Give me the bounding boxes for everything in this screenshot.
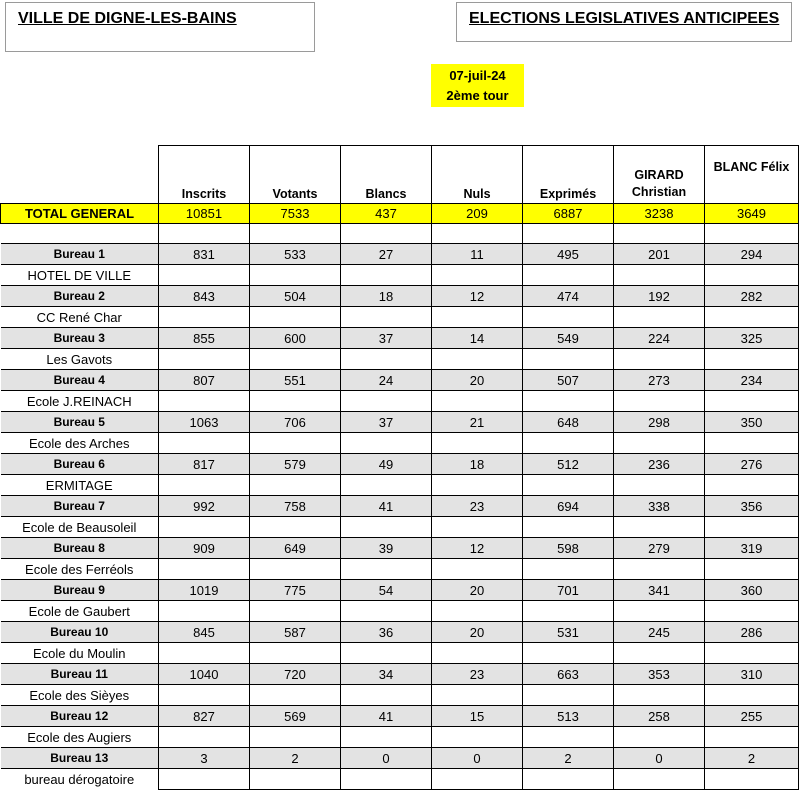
location-blank-cell bbox=[705, 349, 799, 370]
location-blank-cell bbox=[523, 643, 614, 664]
bureau-value-cell: 12 bbox=[432, 286, 523, 307]
election-title: ELECTIONS LEGISLATIVES ANTICIPEES bbox=[469, 10, 780, 27]
location-blank-cell bbox=[705, 307, 799, 328]
bureau-value-cell: 36 bbox=[341, 622, 432, 643]
location-blank-cell bbox=[341, 685, 432, 706]
col-girard bbox=[614, 146, 705, 204]
bureau-value-cell: 350 bbox=[705, 412, 799, 433]
bureau-value-cell: 23 bbox=[432, 664, 523, 685]
col-inscrits: Inscrits bbox=[159, 146, 250, 204]
bureau-value-cell: 353 bbox=[614, 664, 705, 685]
bureau-name: Bureau 8 bbox=[1, 538, 159, 559]
location-row bbox=[1, 433, 799, 454]
bureau-location: Ecole des Sièyes bbox=[1, 685, 159, 706]
location-blank-cell bbox=[250, 559, 341, 580]
location-row bbox=[1, 391, 799, 412]
bureau-value-cell: 720 bbox=[250, 664, 341, 685]
bureau-name: Bureau 2 bbox=[1, 286, 159, 307]
spacer-row bbox=[1, 224, 799, 244]
col-girard-line2: Christian bbox=[631, 185, 687, 199]
bureau-location: bureau dérogatoire bbox=[1, 769, 159, 790]
bureau-value-cell: 27 bbox=[341, 244, 432, 265]
bureau-value-cell: 201 bbox=[614, 244, 705, 265]
bureau-value-cell: 694 bbox=[523, 496, 614, 517]
total-row bbox=[1, 204, 799, 224]
location-blank-cell bbox=[432, 307, 523, 328]
bureau-location: Ecole du Moulin bbox=[1, 643, 159, 664]
bureau-value-cell: 15 bbox=[432, 706, 523, 727]
header-row bbox=[1, 146, 799, 204]
bureau-row bbox=[1, 706, 799, 727]
bureau-row bbox=[1, 328, 799, 349]
bureau-location: HOTEL DE VILLE bbox=[1, 265, 159, 286]
bureau-value-cell: 992 bbox=[159, 496, 250, 517]
location-row bbox=[1, 265, 799, 286]
bureau-value-cell: 255 bbox=[705, 706, 799, 727]
bureau-row bbox=[1, 580, 799, 601]
col-blanc-label: BLANC Félix bbox=[713, 160, 790, 174]
location-blank-cell bbox=[614, 517, 705, 538]
bureau-value-cell: 18 bbox=[341, 286, 432, 307]
bureau-value-cell: 845 bbox=[159, 622, 250, 643]
bureau-value-cell: 2 bbox=[250, 748, 341, 769]
bureau-name: Bureau 11 bbox=[1, 664, 159, 685]
city-title: VILLE DE DIGNE-LES-BAINS bbox=[18, 10, 237, 27]
bureau-value-cell: 1019 bbox=[159, 580, 250, 601]
location-blank-cell bbox=[341, 391, 432, 412]
bureau-value-cell: 37 bbox=[341, 328, 432, 349]
col-exprimes: Exprimés bbox=[523, 146, 614, 204]
spacer-cell bbox=[341, 224, 432, 244]
bureau-value-cell: 319 bbox=[705, 538, 799, 559]
location-blank-cell bbox=[159, 265, 250, 286]
col-blanc bbox=[705, 146, 799, 204]
election-date: 07-juil-24 bbox=[449, 68, 506, 83]
location-blank-cell bbox=[250, 769, 341, 790]
col-votants: Votants bbox=[250, 146, 341, 204]
bureau-name: Bureau 7 bbox=[1, 496, 159, 517]
location-blank-cell bbox=[705, 559, 799, 580]
bureau-value-cell: 224 bbox=[614, 328, 705, 349]
location-blank-cell bbox=[705, 391, 799, 412]
bureau-name: Bureau 4 bbox=[1, 370, 159, 391]
spacer-cell bbox=[1, 224, 159, 244]
bureau-value-cell: 569 bbox=[250, 706, 341, 727]
location-blank-cell bbox=[250, 727, 341, 748]
bureau-name: Bureau 10 bbox=[1, 622, 159, 643]
bureau-value-cell: 2 bbox=[705, 748, 799, 769]
bureau-value-cell: 41 bbox=[341, 706, 432, 727]
location-blank-cell bbox=[341, 769, 432, 790]
city-title-box bbox=[5, 2, 315, 52]
bureau-row bbox=[1, 454, 799, 475]
bureau-value-cell: 495 bbox=[523, 244, 614, 265]
bureau-value-cell: 294 bbox=[705, 244, 799, 265]
bureau-row bbox=[1, 622, 799, 643]
bureau-value-cell: 579 bbox=[250, 454, 341, 475]
bureau-value-cell: 807 bbox=[159, 370, 250, 391]
bureau-row bbox=[1, 538, 799, 559]
location-blank-cell bbox=[159, 769, 250, 790]
location-blank-cell bbox=[705, 601, 799, 622]
location-blank-cell bbox=[341, 643, 432, 664]
spacer-cell bbox=[432, 224, 523, 244]
bureau-location: Ecole J.REINACH bbox=[1, 391, 159, 412]
spacer-cell bbox=[614, 224, 705, 244]
bureau-value-cell: 21 bbox=[432, 412, 523, 433]
location-blank-cell bbox=[159, 601, 250, 622]
location-blank-cell bbox=[705, 685, 799, 706]
location-blank-cell bbox=[614, 559, 705, 580]
bureau-value-cell: 706 bbox=[250, 412, 341, 433]
bureau-location: Les Gavots bbox=[1, 349, 159, 370]
bureau-row bbox=[1, 412, 799, 433]
bureau-value-cell: 531 bbox=[523, 622, 614, 643]
bureau-value-cell: 276 bbox=[705, 454, 799, 475]
bureau-location: Ecole des Ferréols bbox=[1, 559, 159, 580]
location-blank-cell bbox=[523, 391, 614, 412]
bureau-location: Ecole de Beausoleil bbox=[1, 517, 159, 538]
location-blank-cell bbox=[250, 475, 341, 496]
location-blank-cell bbox=[159, 643, 250, 664]
location-blank-cell bbox=[614, 727, 705, 748]
location-blank-cell bbox=[523, 559, 614, 580]
bureau-value-cell: 1040 bbox=[159, 664, 250, 685]
bureau-name: Bureau 5 bbox=[1, 412, 159, 433]
location-blank-cell bbox=[614, 601, 705, 622]
location-blank-cell bbox=[341, 727, 432, 748]
bureau-value-cell: 0 bbox=[614, 748, 705, 769]
bureau-value-cell: 549 bbox=[523, 328, 614, 349]
bureau-value-cell: 49 bbox=[341, 454, 432, 475]
election-round: 2ème tour bbox=[446, 88, 509, 103]
bureau-location: Ecole des Arches bbox=[1, 433, 159, 454]
bureau-value-cell: 512 bbox=[523, 454, 614, 475]
location-blank-cell bbox=[250, 517, 341, 538]
bureau-value-cell: 234 bbox=[705, 370, 799, 391]
location-blank-cell bbox=[705, 769, 799, 790]
bureau-value-cell: 282 bbox=[705, 286, 799, 307]
bureau-value-cell: 23 bbox=[432, 496, 523, 517]
bureau-value-cell: 273 bbox=[614, 370, 705, 391]
location-row bbox=[1, 643, 799, 664]
location-blank-cell bbox=[523, 307, 614, 328]
location-blank-cell bbox=[432, 727, 523, 748]
bureau-value-cell: 648 bbox=[523, 412, 614, 433]
bureau-name: Bureau 6 bbox=[1, 454, 159, 475]
location-row bbox=[1, 349, 799, 370]
bureau-value-cell: 360 bbox=[705, 580, 799, 601]
bureau-value-cell: 843 bbox=[159, 286, 250, 307]
location-blank-cell bbox=[705, 517, 799, 538]
bureau-value-cell: 775 bbox=[250, 580, 341, 601]
bureau-value-cell: 20 bbox=[432, 580, 523, 601]
location-blank-cell bbox=[250, 601, 341, 622]
location-blank-cell bbox=[432, 601, 523, 622]
bureau-row bbox=[1, 370, 799, 391]
bureau-value-cell: 831 bbox=[159, 244, 250, 265]
bureau-value-cell: 758 bbox=[250, 496, 341, 517]
bureau-value-cell: 356 bbox=[705, 496, 799, 517]
location-blank-cell bbox=[523, 601, 614, 622]
total-label: TOTAL GENERAL bbox=[1, 204, 159, 224]
location-blank-cell bbox=[614, 769, 705, 790]
bureau-value-cell: 192 bbox=[614, 286, 705, 307]
bureau-row bbox=[1, 244, 799, 265]
bureau-value-cell: 551 bbox=[250, 370, 341, 391]
location-blank-cell bbox=[614, 643, 705, 664]
location-blank-cell bbox=[159, 433, 250, 454]
bureau-value-cell: 533 bbox=[250, 244, 341, 265]
location-blank-cell bbox=[341, 349, 432, 370]
bureau-value-cell: 39 bbox=[341, 538, 432, 559]
location-blank-cell bbox=[432, 559, 523, 580]
total-cell: 3649 bbox=[705, 204, 799, 224]
location-blank-cell bbox=[159, 517, 250, 538]
location-blank-cell bbox=[159, 685, 250, 706]
bureau-value-cell: 20 bbox=[432, 622, 523, 643]
location-row bbox=[1, 517, 799, 538]
location-blank-cell bbox=[341, 559, 432, 580]
location-blank-cell bbox=[341, 433, 432, 454]
location-blank-cell bbox=[432, 643, 523, 664]
total-cell: 10851 bbox=[159, 204, 250, 224]
bureau-value-cell: 649 bbox=[250, 538, 341, 559]
election-title-box bbox=[456, 2, 792, 42]
bureau-value-cell: 587 bbox=[250, 622, 341, 643]
col-blancs: Blancs bbox=[341, 146, 432, 204]
location-blank-cell bbox=[432, 769, 523, 790]
bureau-location: Ecole de Gaubert bbox=[1, 601, 159, 622]
location-row bbox=[1, 475, 799, 496]
bureau-value-cell: 245 bbox=[614, 622, 705, 643]
location-row bbox=[1, 601, 799, 622]
bureau-value-cell: 600 bbox=[250, 328, 341, 349]
bureau-row bbox=[1, 748, 799, 769]
bureau-value-cell: 1063 bbox=[159, 412, 250, 433]
bureau-row bbox=[1, 664, 799, 685]
location-blank-cell bbox=[705, 643, 799, 664]
bureau-value-cell: 12 bbox=[432, 538, 523, 559]
location-blank-cell bbox=[250, 307, 341, 328]
location-blank-cell bbox=[614, 307, 705, 328]
total-cell: 437 bbox=[341, 204, 432, 224]
bureau-value-cell: 20 bbox=[432, 370, 523, 391]
location-blank-cell bbox=[705, 727, 799, 748]
location-row bbox=[1, 727, 799, 748]
location-blank-cell bbox=[523, 265, 614, 286]
bureau-value-cell: 325 bbox=[705, 328, 799, 349]
bureau-value-cell: 855 bbox=[159, 328, 250, 349]
bureau-value-cell: 909 bbox=[159, 538, 250, 559]
location-blank-cell bbox=[341, 307, 432, 328]
col-girard-line1: GIRARD bbox=[634, 168, 684, 182]
bureau-value-cell: 34 bbox=[341, 664, 432, 685]
location-blank-cell bbox=[523, 727, 614, 748]
spacer-cell bbox=[523, 224, 614, 244]
location-blank-cell bbox=[614, 265, 705, 286]
bureau-value-cell: 24 bbox=[341, 370, 432, 391]
location-blank-cell bbox=[341, 475, 432, 496]
location-blank-cell bbox=[250, 349, 341, 370]
bureau-name: Bureau 12 bbox=[1, 706, 159, 727]
bureau-value-cell: 14 bbox=[432, 328, 523, 349]
bureau-name: Bureau 1 bbox=[1, 244, 159, 265]
bureau-value-cell: 3 bbox=[159, 748, 250, 769]
date-box bbox=[431, 64, 524, 107]
bureau-value-cell: 0 bbox=[432, 748, 523, 769]
location-row bbox=[1, 769, 799, 790]
location-blank-cell bbox=[250, 685, 341, 706]
spacer-cell bbox=[705, 224, 799, 244]
bureau-value-cell: 37 bbox=[341, 412, 432, 433]
location-blank-cell bbox=[250, 643, 341, 664]
bureau-value-cell: 338 bbox=[614, 496, 705, 517]
bureau-location: Ecole des Augiers bbox=[1, 727, 159, 748]
bureau-name: Bureau 13 bbox=[1, 748, 159, 769]
location-row bbox=[1, 307, 799, 328]
location-blank-cell bbox=[159, 475, 250, 496]
bureau-value-cell: 11 bbox=[432, 244, 523, 265]
location-blank-cell bbox=[341, 265, 432, 286]
bureau-row bbox=[1, 286, 799, 307]
location-blank-cell bbox=[159, 559, 250, 580]
location-blank-cell bbox=[250, 391, 341, 412]
bureau-value-cell: 258 bbox=[614, 706, 705, 727]
total-cell: 3238 bbox=[614, 204, 705, 224]
location-blank-cell bbox=[523, 769, 614, 790]
bureau-value-cell: 310 bbox=[705, 664, 799, 685]
bureau-value-cell: 18 bbox=[432, 454, 523, 475]
location-blank-cell bbox=[159, 307, 250, 328]
location-blank-cell bbox=[705, 433, 799, 454]
location-blank-cell bbox=[432, 685, 523, 706]
bureau-value-cell: 474 bbox=[523, 286, 614, 307]
location-blank-cell bbox=[159, 391, 250, 412]
bureau-value-cell: 236 bbox=[614, 454, 705, 475]
bureau-value-cell: 504 bbox=[250, 286, 341, 307]
location-blank-cell bbox=[341, 601, 432, 622]
spacer-cell bbox=[159, 224, 250, 244]
bureau-value-cell: 701 bbox=[523, 580, 614, 601]
location-blank-cell bbox=[614, 433, 705, 454]
bureau-name: Bureau 9 bbox=[1, 580, 159, 601]
location-row bbox=[1, 685, 799, 706]
location-blank-cell bbox=[523, 349, 614, 370]
location-row bbox=[1, 559, 799, 580]
location-blank-cell bbox=[432, 265, 523, 286]
location-blank-cell bbox=[432, 475, 523, 496]
location-blank-cell bbox=[614, 685, 705, 706]
location-blank-cell bbox=[341, 517, 432, 538]
location-blank-cell bbox=[705, 265, 799, 286]
location-blank-cell bbox=[159, 349, 250, 370]
location-blank-cell bbox=[614, 391, 705, 412]
location-blank-cell bbox=[432, 391, 523, 412]
location-blank-cell bbox=[432, 433, 523, 454]
bureau-value-cell: 341 bbox=[614, 580, 705, 601]
location-blank-cell bbox=[432, 517, 523, 538]
col-nuls: Nuls bbox=[432, 146, 523, 204]
results-table bbox=[0, 145, 799, 790]
bureau-value-cell: 817 bbox=[159, 454, 250, 475]
bureau-value-cell: 54 bbox=[341, 580, 432, 601]
bureau-name: Bureau 3 bbox=[1, 328, 159, 349]
location-blank-cell bbox=[614, 349, 705, 370]
location-blank-cell bbox=[250, 265, 341, 286]
location-blank-cell bbox=[523, 517, 614, 538]
location-blank-cell bbox=[159, 727, 250, 748]
bureau-location: ERMITAGE bbox=[1, 475, 159, 496]
bureau-value-cell: 663 bbox=[523, 664, 614, 685]
location-blank-cell bbox=[250, 433, 341, 454]
bureau-row bbox=[1, 496, 799, 517]
bureau-value-cell: 2 bbox=[523, 748, 614, 769]
bureau-value-cell: 598 bbox=[523, 538, 614, 559]
total-cell: 7533 bbox=[250, 204, 341, 224]
location-blank-cell bbox=[614, 475, 705, 496]
location-blank-cell bbox=[523, 433, 614, 454]
spacer-cell bbox=[250, 224, 341, 244]
bureau-value-cell: 513 bbox=[523, 706, 614, 727]
bureau-value-cell: 279 bbox=[614, 538, 705, 559]
location-blank-cell bbox=[705, 475, 799, 496]
total-cell: 6887 bbox=[523, 204, 614, 224]
header-blank bbox=[1, 146, 159, 204]
bureau-value-cell: 286 bbox=[705, 622, 799, 643]
bureau-value-cell: 298 bbox=[614, 412, 705, 433]
bureau-value-cell: 827 bbox=[159, 706, 250, 727]
total-cell: 209 bbox=[432, 204, 523, 224]
location-blank-cell bbox=[523, 685, 614, 706]
bureau-value-cell: 0 bbox=[341, 748, 432, 769]
bureau-location: CC René Char bbox=[1, 307, 159, 328]
location-blank-cell bbox=[432, 349, 523, 370]
location-blank-cell bbox=[523, 475, 614, 496]
bureau-value-cell: 507 bbox=[523, 370, 614, 391]
bureau-value-cell: 41 bbox=[341, 496, 432, 517]
